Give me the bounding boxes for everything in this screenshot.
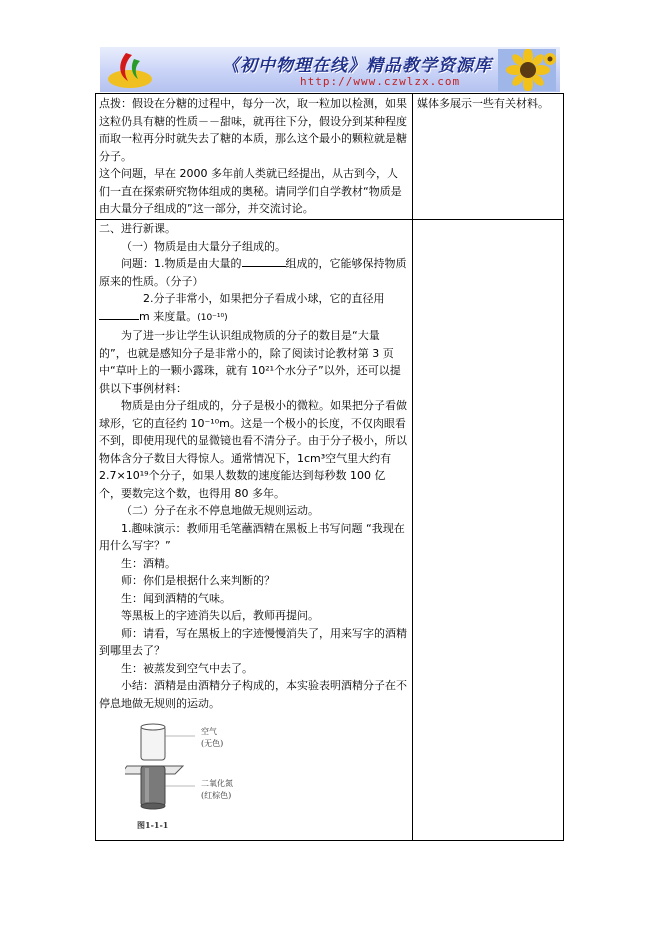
label-no2-color: (红棕色)	[201, 791, 232, 800]
subsection-2-title: （二）分子在永不停息地做无规则运动。	[121, 504, 319, 517]
dialogue-line-5: 师：请看，写在黑板上的字迹慢慢消失了，用来写字的酒精到哪里去了？	[99, 626, 407, 657]
label-air-color: (无色)	[201, 739, 224, 748]
dialogue-line-3: 生：闻到酒精的气味。	[121, 591, 231, 605]
dialogue-line-1: 生：酒精。	[121, 556, 176, 570]
question-2-blank	[99, 308, 139, 320]
paragraph-molecule-count: 为了进一步让学生认识组成物质的分子的数目是“大量的”，也就是感知分子是非常小的，除了阅读讨论教材第 3 页中“草叶上的一颗小露珠，就有 10²¹个水分子”以外，还可以提供以下事例材料：	[99, 329, 401, 395]
question-2	[99, 290, 407, 308]
question-1-start: 问题：1.物质是由大量的	[121, 257, 242, 270]
section-title: 二、进行新课。	[99, 222, 176, 235]
column-divider	[412, 93, 413, 841]
gas-jars-illustration	[125, 722, 200, 810]
intro-paragraph: 这个问题，早在 2000 多年前人类就已经提出，从古到今，人们一直在探索研究物体组成的奥秘。请同学们自学教材“物质是由大量分子组成的”这一部分，并交流讨论。	[99, 167, 402, 215]
summary-paragraph: 小结：酒精是由酒精分子构成的，本实验表明酒精分子在不停息地做无规则的运动。	[99, 679, 407, 710]
demo-description: 1.趣味演示：教师用毛笔蘸酒精在黑板上书写问题 “我现在用什么写字？”	[99, 521, 405, 552]
row1-right-cell	[417, 95, 559, 113]
dialogue-line-6: 生：被蒸发到空气中去了。	[121, 661, 253, 675]
label-air: 空气	[201, 727, 217, 736]
question-1	[99, 255, 407, 290]
logo-icon	[104, 49, 156, 91]
diffusion-figure	[125, 722, 245, 834]
question-1-blank	[242, 255, 286, 267]
row2-left-cell	[99, 220, 407, 712]
row1-left-cell	[99, 95, 407, 218]
media-note: 媒体多展示一些有关材料。	[417, 97, 549, 110]
question-2-end: m 来度量。	[139, 309, 198, 323]
banner-title: 《初中物理在线》精品教学资源库	[222, 56, 492, 76]
hint-paragraph: 点拨：假设在分糖的过程中，每分一次，取一粒加以检测，如果这粒仍具有糖的性质－－甜味，就再往下分，假设分到某种程度而取一粒再分时就失去了糖的本质，那么这个最小的颗粒就是糖分子。	[99, 97, 407, 163]
label-no2: 二氧化氮	[201, 779, 233, 788]
dialogue-line-4: 等黑板上的字迹消失以后，教师再提问。	[121, 609, 319, 622]
question-2-start: 2.分子非常小，如果把分子看成小球，它的直径用	[143, 292, 385, 305]
subsection-1-title: （一）物质是由大量分子组成的。	[121, 239, 286, 253]
question-2-answer: (10⁻¹⁰)	[197, 312, 228, 323]
question-2-cont	[99, 308, 407, 328]
question-1-end: 组成的，它能够保持物质原来的性质。（分子）	[99, 257, 407, 288]
dialogue-line-2: 师：你们是根据什么来判断的？	[121, 574, 275, 587]
sunflower-icon	[498, 49, 556, 91]
paragraph-example-material: 物质是由分子组成的，分子是极小的微粒。如果把分子看做球形，它的直径约 10⁻¹⁰m。这是一个极小的长度，不仅肉眼看不到，即使用现代的显微镜也看不清分子。由于分子极小，所以物体含分子数目大得惊人。通常情况下，1cm³空气里大约有 2.7×10¹⁹个分子，如果人数数的速度能达到每秒数 100 亿个，要数完这个数，也得用 80 多年。	[99, 399, 407, 500]
figure-caption: 图1-1-1	[137, 820, 169, 830]
header-banner	[100, 47, 560, 92]
banner-url[interactable]: http://www.czwlzx.com	[300, 75, 461, 88]
